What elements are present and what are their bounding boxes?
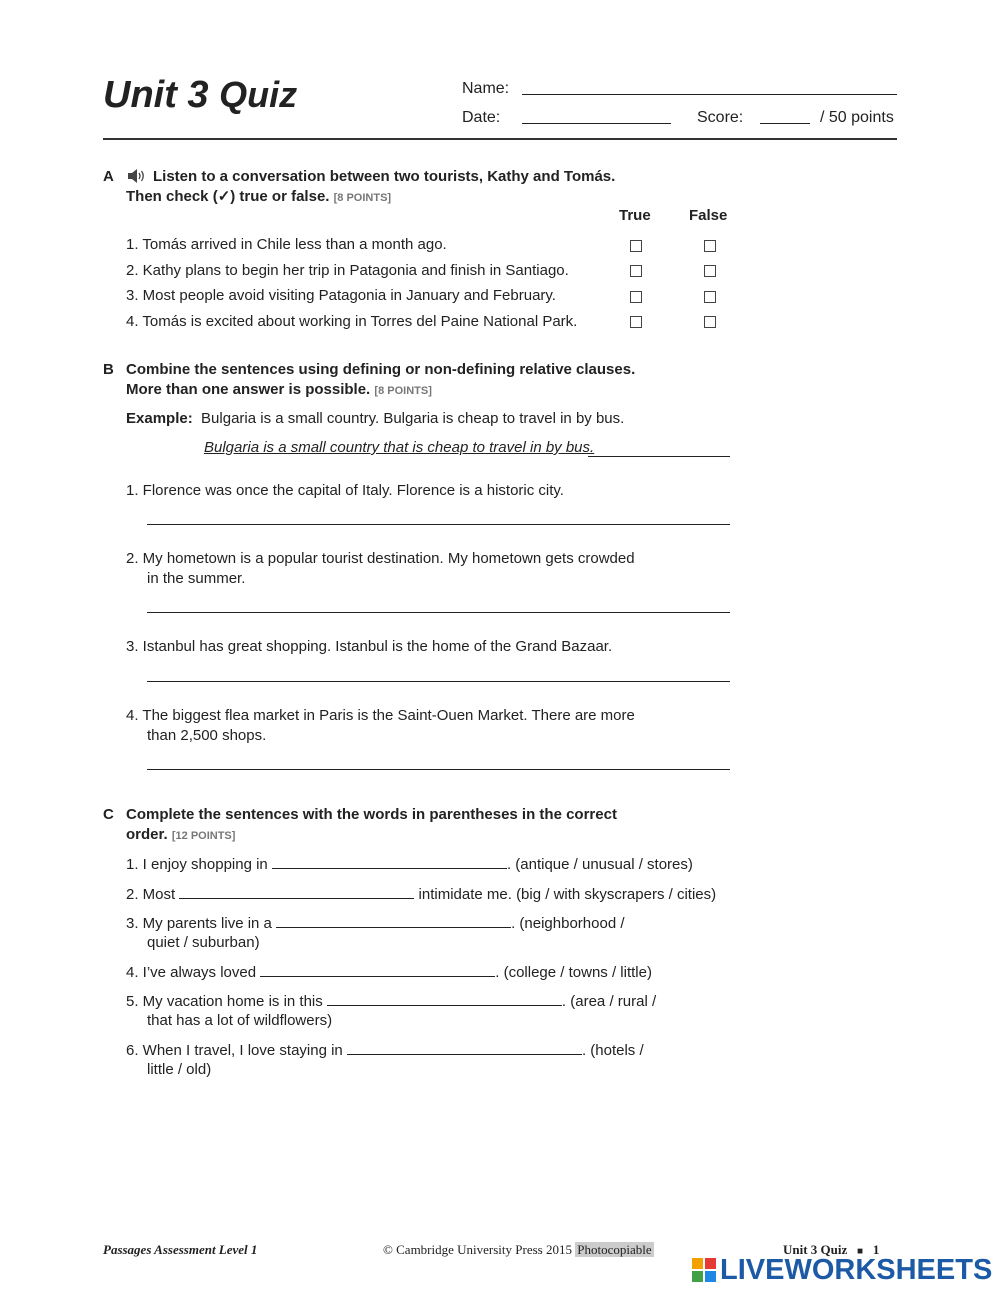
date-field[interactable] [522, 123, 671, 124]
column-true: True [619, 207, 651, 224]
section-c-letter: C [103, 806, 114, 823]
checkbox-a4-false[interactable] [704, 316, 716, 328]
example-label: Example: [126, 410, 193, 427]
section-b-instruction-2-row [126, 380, 432, 401]
section-b-points: [8 POINTS] [374, 385, 432, 397]
section-a-item-1: 1. Tomás arrived in Chile less than a month ago. [126, 236, 447, 253]
section-b-item-2: 2. My hometown is a popular tourist destination. My hometown gets crowded [126, 550, 635, 567]
section-a-instruction-1: Listen to a conversation between two tourists, Kathy and Tomás. [153, 168, 616, 185]
example-text: Bulgaria is a small country. Bulgaria is cheap to travel in by bus. [201, 410, 625, 427]
section-a-letter: A [103, 168, 114, 185]
answer-line-b3[interactable] [147, 681, 730, 682]
section-b-instruction-2: More than one answer is possible. [126, 381, 371, 398]
answer-line-b2[interactable] [147, 612, 730, 613]
c2-blank[interactable] [179, 884, 414, 899]
score-total: / 50 points [820, 109, 894, 126]
section-c-item-5 [126, 991, 656, 1012]
c1-text-after: . (antique / unusual / stores) [506, 856, 693, 873]
section-c-item-4 [126, 962, 652, 983]
footer-book-title: Passages Assessment Level 1 [103, 1242, 258, 1257]
section-c-item-6-cont: little / old) [147, 1061, 212, 1078]
section-b-item-1: 1. Florence was once the capital of Italy. Florence is a historic city. [126, 482, 564, 499]
c5-blank[interactable] [327, 991, 562, 1006]
c1-text-before: 1. I enjoy shopping in [126, 856, 272, 873]
section-b-letter: B [103, 361, 114, 378]
speaker-icon[interactable] [127, 168, 147, 189]
section-a-instruction-2-row [126, 187, 391, 208]
score-label: Score: [697, 109, 744, 126]
section-c-item-2 [126, 884, 716, 905]
checkbox-a1-true[interactable] [630, 240, 642, 252]
footer-bullet: ■ [857, 1246, 864, 1257]
section-a-item-2: 2. Kathy plans to begin her trip in Patagonia and finish in Santiago. [126, 262, 569, 279]
c2-text-before: 2. Most [126, 886, 180, 903]
section-c-points: [12 POINTS] [171, 830, 236, 842]
section-a-item-4: 4. Tomás is excited about working in Torres del Paine National Park. [126, 313, 578, 330]
footer-photocopiable: Photocopiable [577, 1242, 652, 1257]
footer-copyright: © Cambridge University Press 2015 [383, 1242, 572, 1257]
section-b-item-4-cont: than 2,500 shops. [147, 727, 267, 744]
footer-quiz-name: Unit 3 Quiz [783, 1242, 848, 1257]
checkbox-a2-true[interactable] [630, 265, 642, 277]
footer-copyright-row [383, 1242, 654, 1258]
section-c-item-5-cont: that has a lot of wildflowers) [147, 1012, 333, 1029]
answer-line-b1[interactable] [147, 524, 730, 525]
example-answer: Bulgaria is a small country that is cheap to travel in by bus. [204, 439, 595, 456]
c5-text-after: . (area / rural / [561, 993, 657, 1010]
section-c-item-6 [126, 1040, 644, 1061]
section-b-item-2-cont: in the summer. [147, 570, 246, 587]
section-b-instruction-1: Combine the sentences using defining or non-defining relative clauses. [126, 361, 636, 378]
c3-blank[interactable] [276, 913, 511, 928]
checkbox-a2-false[interactable] [704, 265, 716, 277]
checkbox-a3-true[interactable] [630, 291, 642, 303]
liveworksheets-brand: LIVEWORKSHEETS [720, 1254, 993, 1286]
title-quiz: Quiz [219, 74, 298, 115]
c5-text-before: 5. My vacation home is in this [126, 993, 327, 1010]
c1-blank[interactable] [272, 854, 507, 869]
c6-text-before: 6. When I travel, I love staying in [126, 1042, 347, 1059]
date-label: Date: [462, 109, 501, 126]
title-unit: Unit 3 [103, 74, 209, 116]
answer-line-b4[interactable] [147, 769, 730, 770]
section-c-instruction-2-row [126, 825, 235, 846]
c6-text-after: . (hotels / [581, 1042, 644, 1059]
checkbox-a1-false[interactable] [704, 240, 716, 252]
section-c-instruction-2: order. [126, 826, 168, 843]
score-field[interactable] [760, 123, 810, 124]
section-b-item-3: 3. Istanbul has great shopping. Istanbul is the home of the Grand Bazaar. [126, 638, 613, 655]
footer-page-number: 1 [872, 1242, 880, 1257]
c2-text-after: intimidate me. (big / with skyscrapers / cities) [414, 886, 717, 903]
section-c-item-3 [126, 913, 625, 934]
section-b-item-4: 4. The biggest flea market in Paris is the Saint-Ouen Market. There are more [126, 707, 635, 724]
checkbox-a4-true[interactable] [630, 316, 642, 328]
section-a-item-3: 3. Most people avoid visiting Patagonia in January and February. [126, 287, 556, 304]
c4-text-after: . (college / towns / little) [495, 964, 652, 981]
page-title [103, 74, 297, 117]
section-c-item-3-cont: quiet / suburban) [147, 934, 260, 951]
section-a-points: [8 POINTS] [333, 192, 392, 204]
name-field[interactable] [522, 94, 897, 95]
c6-blank[interactable] [347, 1040, 582, 1055]
section-a-instruction-2: Then check (✓) true or false. [126, 188, 330, 205]
c3-text-after: . (neighborhood / [511, 915, 625, 932]
section-c-item-1 [126, 854, 693, 875]
c4-text-before: 4. I’ve always loved [126, 964, 261, 981]
liveworksheets-logo-icon [692, 1258, 716, 1282]
header-divider [103, 138, 897, 140]
checkbox-a3-false[interactable] [704, 291, 716, 303]
name-label: Name: [462, 80, 510, 97]
column-false: False [689, 207, 728, 224]
c3-text-before: 3. My parents live in a [126, 915, 277, 932]
example-answer-line [588, 456, 730, 457]
example-row [126, 409, 624, 429]
section-c-instruction-1: Complete the sentences with the words in parentheses in the correct [126, 806, 617, 823]
c4-blank[interactable] [260, 962, 495, 977]
